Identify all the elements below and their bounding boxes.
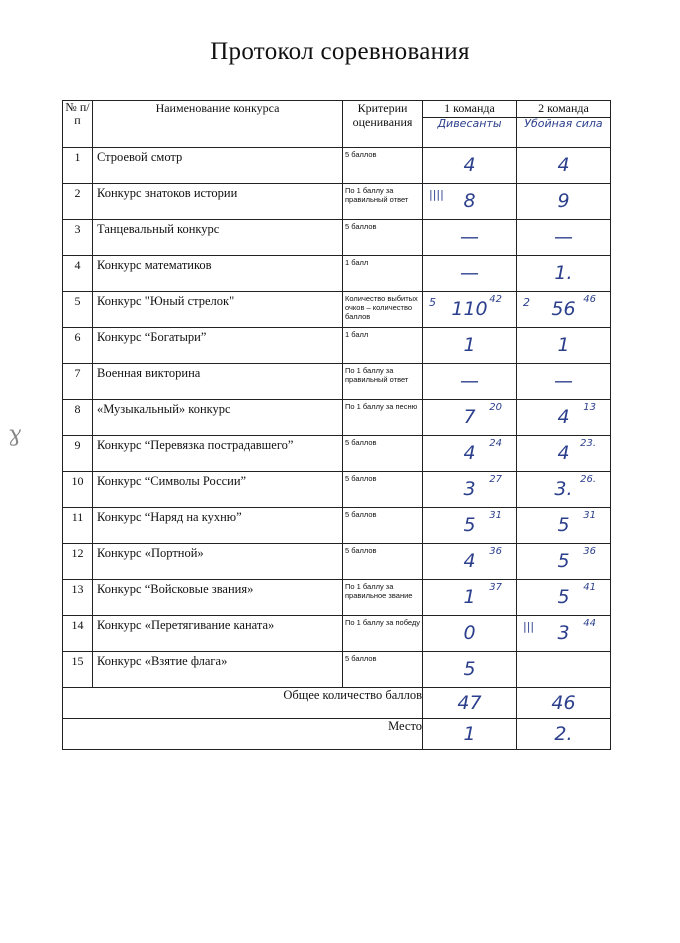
score-team1 [423,220,517,256]
row-number: 12 [63,544,93,580]
row-number: 11 [63,508,93,544]
score-value: 0 [463,622,476,644]
rows-body [63,148,611,688]
table-row [63,436,611,472]
running-total: 36 [489,546,502,557]
table-row [63,652,611,688]
score-team1 [423,148,517,184]
score-team2 [517,580,611,616]
place-team1-value: 1 [463,723,476,745]
score-value: 4 [557,154,570,176]
score-team2 [517,652,611,688]
score-team2 [517,400,611,436]
score-team2 [517,544,611,580]
score-value: 4 [463,442,476,464]
score-team2 [517,220,611,256]
place-team2 [517,719,611,750]
score-team2 [517,148,611,184]
score-team2 [517,292,611,328]
running-total: 44 [583,618,596,629]
score-value: 4 [557,406,570,428]
team2-name: Убойная сила [517,117,611,147]
contest-name: Конкурс «Взятие флага» [93,652,343,688]
place-label: Место [63,719,423,750]
score-value: — [460,226,479,248]
table-row [63,256,611,292]
running-total: 46 [583,294,596,305]
margin-pen-mark: ɣ [8,422,22,447]
score-team1 [423,328,517,364]
contest-name: Конкурс “Богатыри” [93,328,343,364]
table-row [63,220,611,256]
running-total: 13 [583,402,596,413]
table-row [63,292,611,328]
criteria: 5 баллов [343,148,423,184]
protocol-table [62,100,611,750]
score-value: 5 [463,658,476,680]
criteria: По 1 баллу за правильное звание [343,580,423,616]
page-title: Протокол соревнования [210,38,470,65]
contest-name: Танцевальный конкурс [93,220,343,256]
score-team1 [423,508,517,544]
table-row [63,328,611,364]
score-value: 5 [463,514,476,536]
place-team2-value: 2. [554,723,573,745]
contest-name: Конкурс “Символы России” [93,472,343,508]
row-number: 10 [63,472,93,508]
criteria: 5 баллов [343,220,423,256]
table-row [63,544,611,580]
row-number: 7 [63,364,93,400]
criteria: 5 баллов [343,652,423,688]
row-number: 15 [63,652,93,688]
score-tally: |||| [429,188,444,201]
table-row [63,364,611,400]
score-team1 [423,472,517,508]
running-total: 41 [583,582,596,593]
score-value: 9 [557,190,570,212]
score-value: 5 [557,586,570,608]
score-value: 56 [551,298,576,320]
total-team1-value: 47 [457,692,482,714]
score-team2 [517,364,611,400]
score-value: — [554,370,573,392]
row-number: 5 [63,292,93,328]
criteria: 1 балл [343,256,423,292]
contest-name: Конкурс “Наряд на кухню” [93,508,343,544]
header-name: Наименование конкурса [93,101,343,148]
total-label: Общее количество баллов [63,688,423,719]
criteria: 5 баллов [343,508,423,544]
table-row [63,148,611,184]
score-value: 5 [557,550,570,572]
table-row [63,400,611,436]
score-team2 [517,436,611,472]
header-team1: 1 команда [423,101,517,118]
criteria: По 1 баллу за правильный ответ [343,184,423,220]
running-total: 26. [580,474,596,485]
contest-name: Конкурс «Портной» [93,544,343,580]
contest-name: Строевой смотр [93,148,343,184]
running-total: 37 [489,582,502,593]
running-total: 31 [489,510,502,521]
row-number: 14 [63,616,93,652]
total-team2-value: 46 [551,692,576,714]
score-team1 [423,652,517,688]
score-tally: ||| [523,620,535,633]
score-value: 1 [463,586,476,608]
running-total: 31 [583,510,596,521]
score-team1 [423,292,517,328]
score-value: 110 [451,298,488,320]
score-team1 [423,436,517,472]
score-value: 4 [463,550,476,572]
criteria: По 1 баллу за победу [343,616,423,652]
running-total: 36 [583,546,596,557]
row-number: 2 [63,184,93,220]
criteria: По 1 баллу за правильный ответ [343,364,423,400]
contest-name: Конкурс “Войсковые звания» [93,580,343,616]
score-team2 [517,184,611,220]
score-value: 5 [557,514,570,536]
row-number: 3 [63,220,93,256]
score-team1 [423,400,517,436]
score-team2 [517,472,611,508]
score-value: — [554,226,573,248]
header-criteria: Критерии оценивания [343,101,423,148]
score-value: 3. [554,478,573,500]
score-team1 [423,616,517,652]
contest-name: «Музыкальный» конкурс [93,400,343,436]
contest-name: Военная викторина [93,364,343,400]
header-team2: 2 команда [517,101,611,118]
row-number: 8 [63,400,93,436]
contest-name: Конкурс “Перевязка пострадавшего” [93,436,343,472]
contest-name: Конкурс знатоков истории [93,184,343,220]
table-row [63,616,611,652]
running-total: 27 [489,474,502,485]
score-value: 3 [557,622,570,644]
score-team1 [423,184,517,220]
score-team1 [423,256,517,292]
running-total: 23. [580,438,596,449]
table-row [63,508,611,544]
row-number: 4 [63,256,93,292]
row-number: 13 [63,580,93,616]
score-team1 [423,580,517,616]
score-value: 4 [463,154,476,176]
score-value: 3 [463,478,476,500]
total-team2 [517,688,611,719]
score-team2 [517,256,611,292]
score-team1 [423,364,517,400]
score-value: 8 [463,190,476,212]
score-tally: 5 [429,296,436,309]
criteria: Количество выбитых очков – количество баллов [343,292,423,328]
score-value: — [460,262,479,284]
running-total: 24 [489,438,502,449]
row-number: 9 [63,436,93,472]
header-num: № п/п [63,101,93,148]
place-team1 [423,719,517,750]
score-value: 1. [554,262,573,284]
team1-name: Дивесанты [423,117,517,147]
criteria: 1 балл [343,328,423,364]
running-total: 42 [489,294,502,305]
table-row [63,580,611,616]
score-value: 4 [557,442,570,464]
criteria: По 1 баллу за песню [343,400,423,436]
criteria: 5 баллов [343,436,423,472]
table-row [63,472,611,508]
contest-name: Конкурс "Юный стрелок" [93,292,343,328]
score-value: 1 [463,334,476,356]
score-value: 7 [463,406,476,428]
score-value: — [460,370,479,392]
row-number: 6 [63,328,93,364]
total-team1 [423,688,517,719]
contest-name: Конкурс математиков [93,256,343,292]
score-tally: 2 [523,296,530,309]
score-team2 [517,508,611,544]
score-team1 [423,544,517,580]
score-team2 [517,616,611,652]
criteria: 5 баллов [343,544,423,580]
contest-name: Конкурс «Перетягивание каната» [93,616,343,652]
score-value: 1 [557,334,570,356]
running-total: 20 [489,402,502,413]
criteria: 5 баллов [343,472,423,508]
score-team2 [517,328,611,364]
table-row [63,184,611,220]
row-number: 1 [63,148,93,184]
